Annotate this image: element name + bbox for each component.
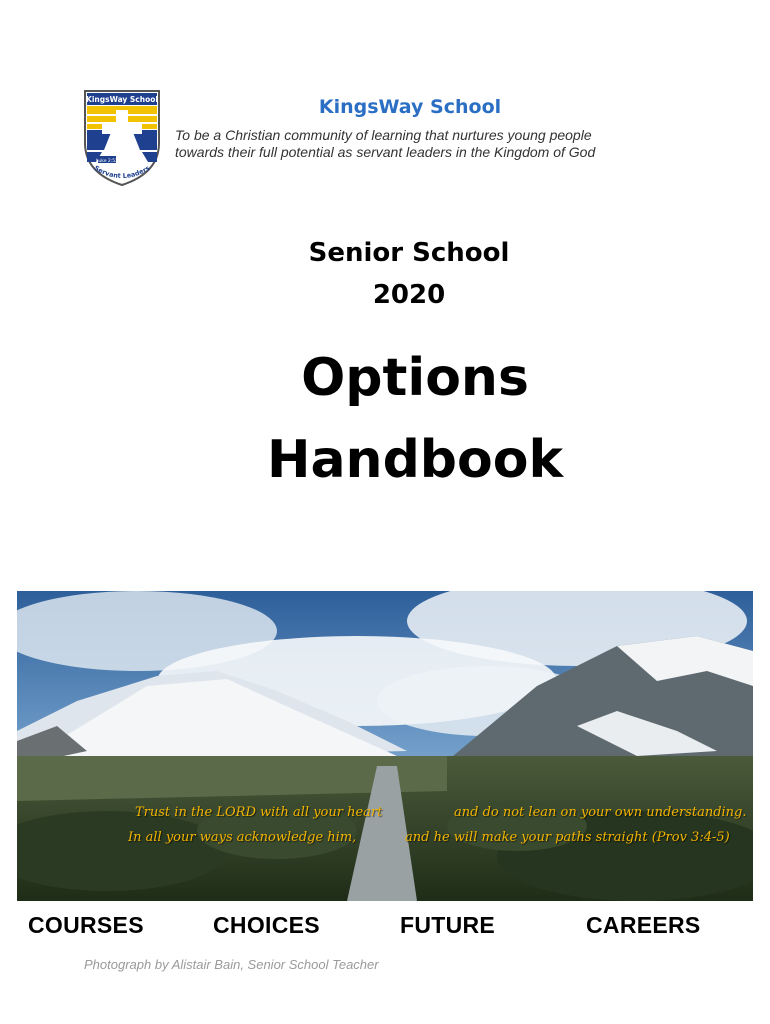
school-name: KingsWay School <box>318 96 502 118</box>
subtitle-year: 2020 <box>372 280 446 310</box>
photo-credit: Photograph by Alistair Bain, Senior School Teacher <box>84 957 379 972</box>
svg-text:Luke 2:52: Luke 2:52 <box>95 159 119 164</box>
svg-text:KingsWay School: KingsWay School <box>86 95 158 104</box>
mission-line-2: towards their full potential as servant leaders in the Kingdom of God <box>175 144 596 160</box>
tag-future: FUTURE <box>400 912 496 938</box>
mission-line-1: To be a Christian community of learning that nurtures young people <box>175 127 592 143</box>
verse-line-2-right: and he will make your paths straight (Prov 3:4-5) <box>405 830 730 845</box>
focus-areas-row <box>0 912 770 942</box>
cover-photograph <box>17 591 753 901</box>
svg-text:Servant Leaders: Servant Leaders <box>92 163 152 181</box>
school-crest-logo <box>82 88 162 188</box>
title-handbook: Handbook <box>266 430 564 490</box>
tag-courses: COURSES <box>28 912 144 938</box>
tag-choices: CHOICES <box>213 912 320 938</box>
verse-line-2-left: In all your ways acknowledge him, <box>128 830 357 845</box>
mountain-landscape-image <box>17 591 753 901</box>
title-options: Options <box>301 348 529 408</box>
verse-line-1-right: and do not lean on your own understanding. <box>454 805 747 820</box>
tag-careers: CAREERS <box>586 912 701 938</box>
subtitle-senior-school: Senior School <box>308 238 510 268</box>
verse-line-1-left: Trust in the LORD with all your heart <box>135 805 383 820</box>
mission-statement <box>175 127 655 161</box>
